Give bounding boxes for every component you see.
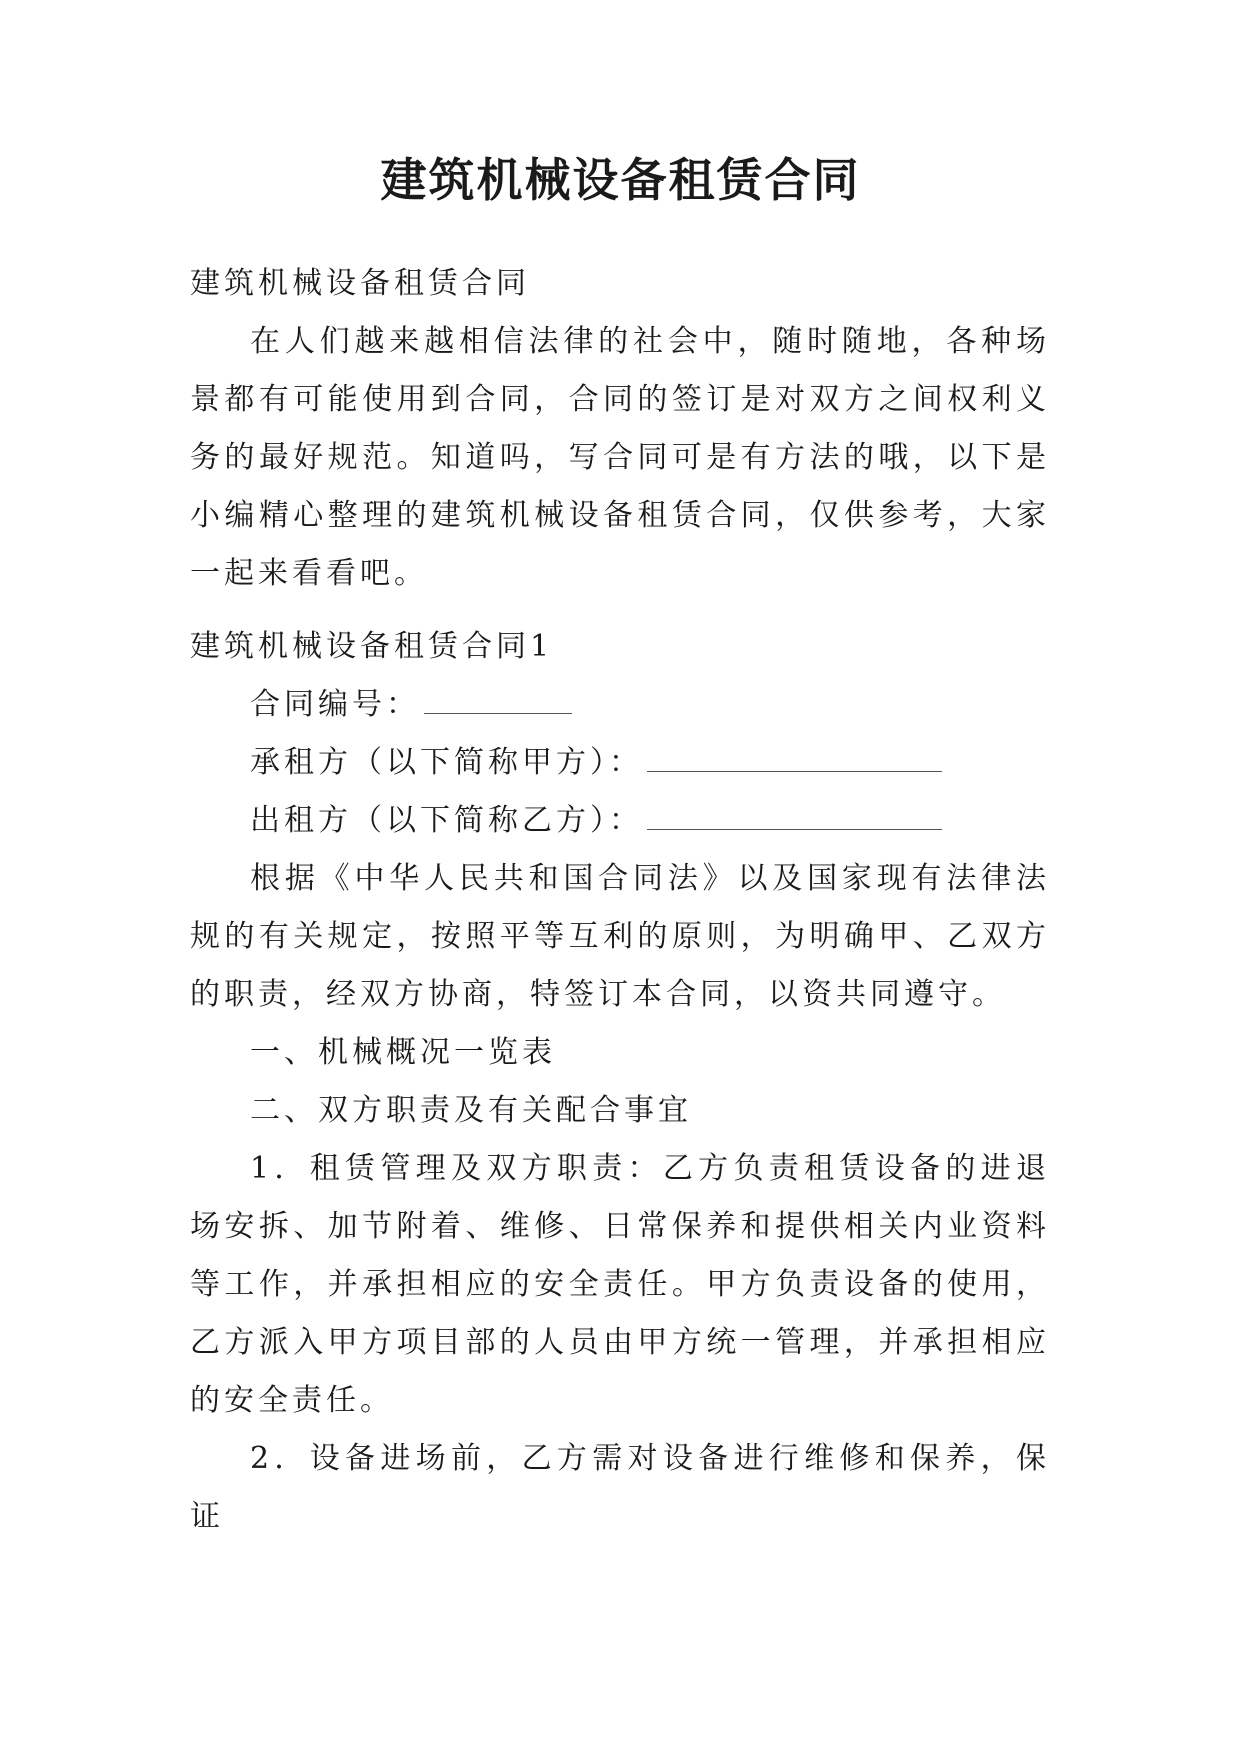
clause-2: 2．设备进场前，乙方需对设备进行维修和保养，保证 [190,1441,1050,1534]
intro-paragraph: 在人们越来越相信法律的社会中，随时随地，各种场景都有可能使用到合同，合同的签订是对双方之间权利义务的最好规范。知道吗，写合同可是有方法的哦，以下是小编精心整理的建筑机械设备租赁合同，仅供参考，大家一起来看看吧。 [190,324,1050,591]
contract-number-label: 合同编号： [250,687,420,722]
lessor-blank[interactable] [647,799,942,830]
lessee-line [190,734,1050,792]
basis-paragraph: 根据《中华人民共和国合同法》以及国家现有法律法规的有关规定，按照平等互利的原则，为明确甲、乙双方的职责，经双方协商，特签订本合同，以资共同遵守。 [190,861,1050,1012]
clause-1: 1．租赁管理及双方职责：乙方负责租赁设备的进退场安拆、加节附着、维修、日常保养和提供相关内业资料等工作，并承担相应的安全责任。甲方负责设备的使用，乙方派入甲方项目部的人员由甲方统一管理，并承担相应的安全责任。 [190,1151,1050,1418]
section-heading: 建筑机械设备租赁合同1 [190,629,554,664]
document-title: 建筑机械设备租赁合同 [380,153,861,207]
lessee-blank[interactable] [647,741,942,772]
item-2: 二、双方职责及有关配合事宜 [250,1093,692,1128]
document-subtitle: 建筑机械设备租赁合同 [190,266,530,301]
contract-number-line [190,676,1050,734]
contract-number-blank[interactable] [424,683,572,714]
lessee-label: 承租方（以下简称甲方）： [250,745,643,780]
item-1: 一、机械概况一览表 [250,1035,556,1070]
lessor-line [190,792,1050,850]
lessor-label: 出租方（以下简称乙方）： [250,803,643,838]
